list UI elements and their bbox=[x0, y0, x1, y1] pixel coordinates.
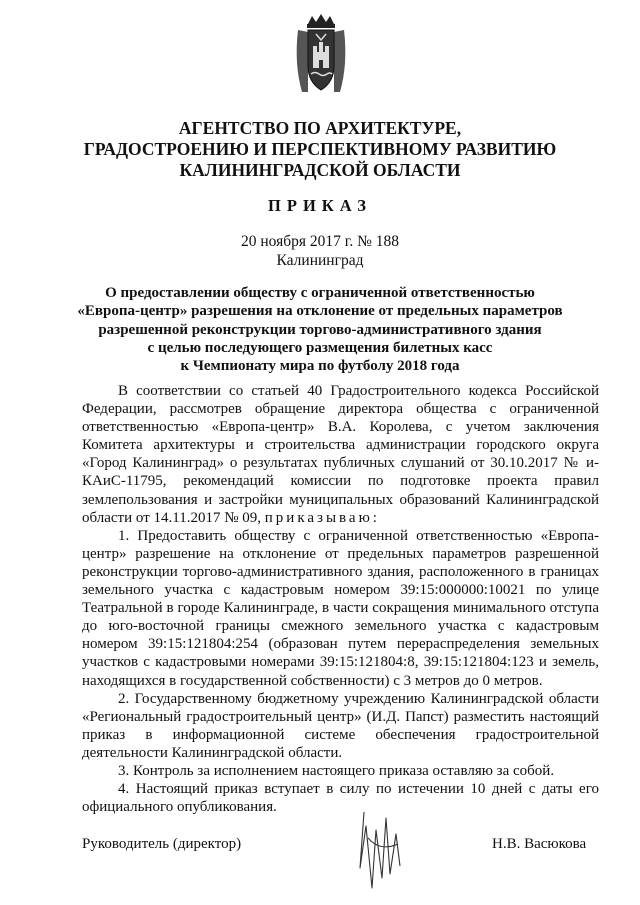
subject-line-5: к Чемпионату мира по футболу 2018 года bbox=[180, 358, 460, 375]
preamble-paragraph bbox=[82, 382, 599, 527]
handwritten-signature bbox=[330, 808, 440, 894]
signer-position: Руководитель (директор) bbox=[82, 836, 242, 852]
order-item-3: 3. Контроль за исполнением настоящего приказа оставляю за собой. bbox=[118, 762, 555, 779]
subject-line-4: с целью последующего размещения билетных касс bbox=[147, 339, 493, 356]
subject-line-3: разрешенной реконструкции торгово-административного здания bbox=[98, 321, 542, 338]
order-date-number: 20 ноября 2017 г. № 188 bbox=[240, 233, 400, 250]
order-meta bbox=[0, 232, 640, 270]
order-item-2: 2. Государственному бюджетному учреждению Калининградской области «Региональный градостроительный центр» (И.Д. Папст) разместить настоящий приказ в информационной системе обеспечения градостроительной деятельности Калининградской области. bbox=[82, 690, 599, 761]
order-item-1: 1. Предоставить обществу с ограниченной ответственностью «Европа-центр» разрешение на отклонение от предельных параметров разрешенной реконструкции торгово-административного здания, расположенного в границах земельного участка с кадастровым номером 39:15:000000:10021 по улице Театральной в городе Калининграде, в части сокращения минимального отступа до юго-восточной границы смежного земельного участка с кадастровым номером 39:15:121804:254 (образован путем перераспределения земельных участков с кадастровыми номерами 39:15:121804:8, 39:15:121804:123 и земель, находящихся в государственной собственности) с 3 метров до 0 метров. bbox=[82, 527, 599, 689]
order-word: приказываю: bbox=[264, 509, 380, 526]
agency-line-2: ГРАДОСТРОЕНИЮ И ПЕРСПЕКТИВНОМУ РАЗВИТИЮ bbox=[83, 139, 557, 159]
subject-line-2: «Европа-центр» разрешения на отклонение от предельных параметров bbox=[77, 303, 563, 320]
agency-line-3: КАЛИНИНГРАДСКОЙ ОБЛАСТИ bbox=[179, 160, 461, 180]
preamble-text: В соответствии со статьей 40 Градостроительного кодекса Российской Федерации, рассмотрев обращение директора общества с ограниченной ответственностью «Европа-центр» В.А. Королева, с учетом заключения Комитета архитектуры и строительства администрации городского округа «Город Калининград» о результатах публичных слушаний от 30.10.2017 № и-КАиС-11795, рекомендаций комиссии по подготовке проекта правил землепользования и застройки муниципальных образований Калининградской области от 14.11.2017 № 09, bbox=[82, 383, 599, 526]
order-title: ПРИКАЗ bbox=[268, 196, 372, 215]
agency-name bbox=[60, 118, 580, 181]
coat-of-arms-icon bbox=[294, 14, 348, 96]
order-body bbox=[82, 382, 599, 816]
order-city: Калининград bbox=[276, 252, 364, 269]
subject-line-1: О предоставлении обществу с ограниченной ответственностью bbox=[105, 285, 535, 301]
signer-name: Н.В. Васюкова bbox=[492, 836, 587, 852]
order-item-4: 4. Настоящий приказ вступает в силу по истечении 10 дней с даты его официального опубликования. bbox=[82, 781, 599, 816]
order-subject bbox=[70, 284, 570, 375]
agency-line-1: АГЕНТСТВО ПО АРХИТЕКТУРЕ, bbox=[178, 118, 462, 138]
